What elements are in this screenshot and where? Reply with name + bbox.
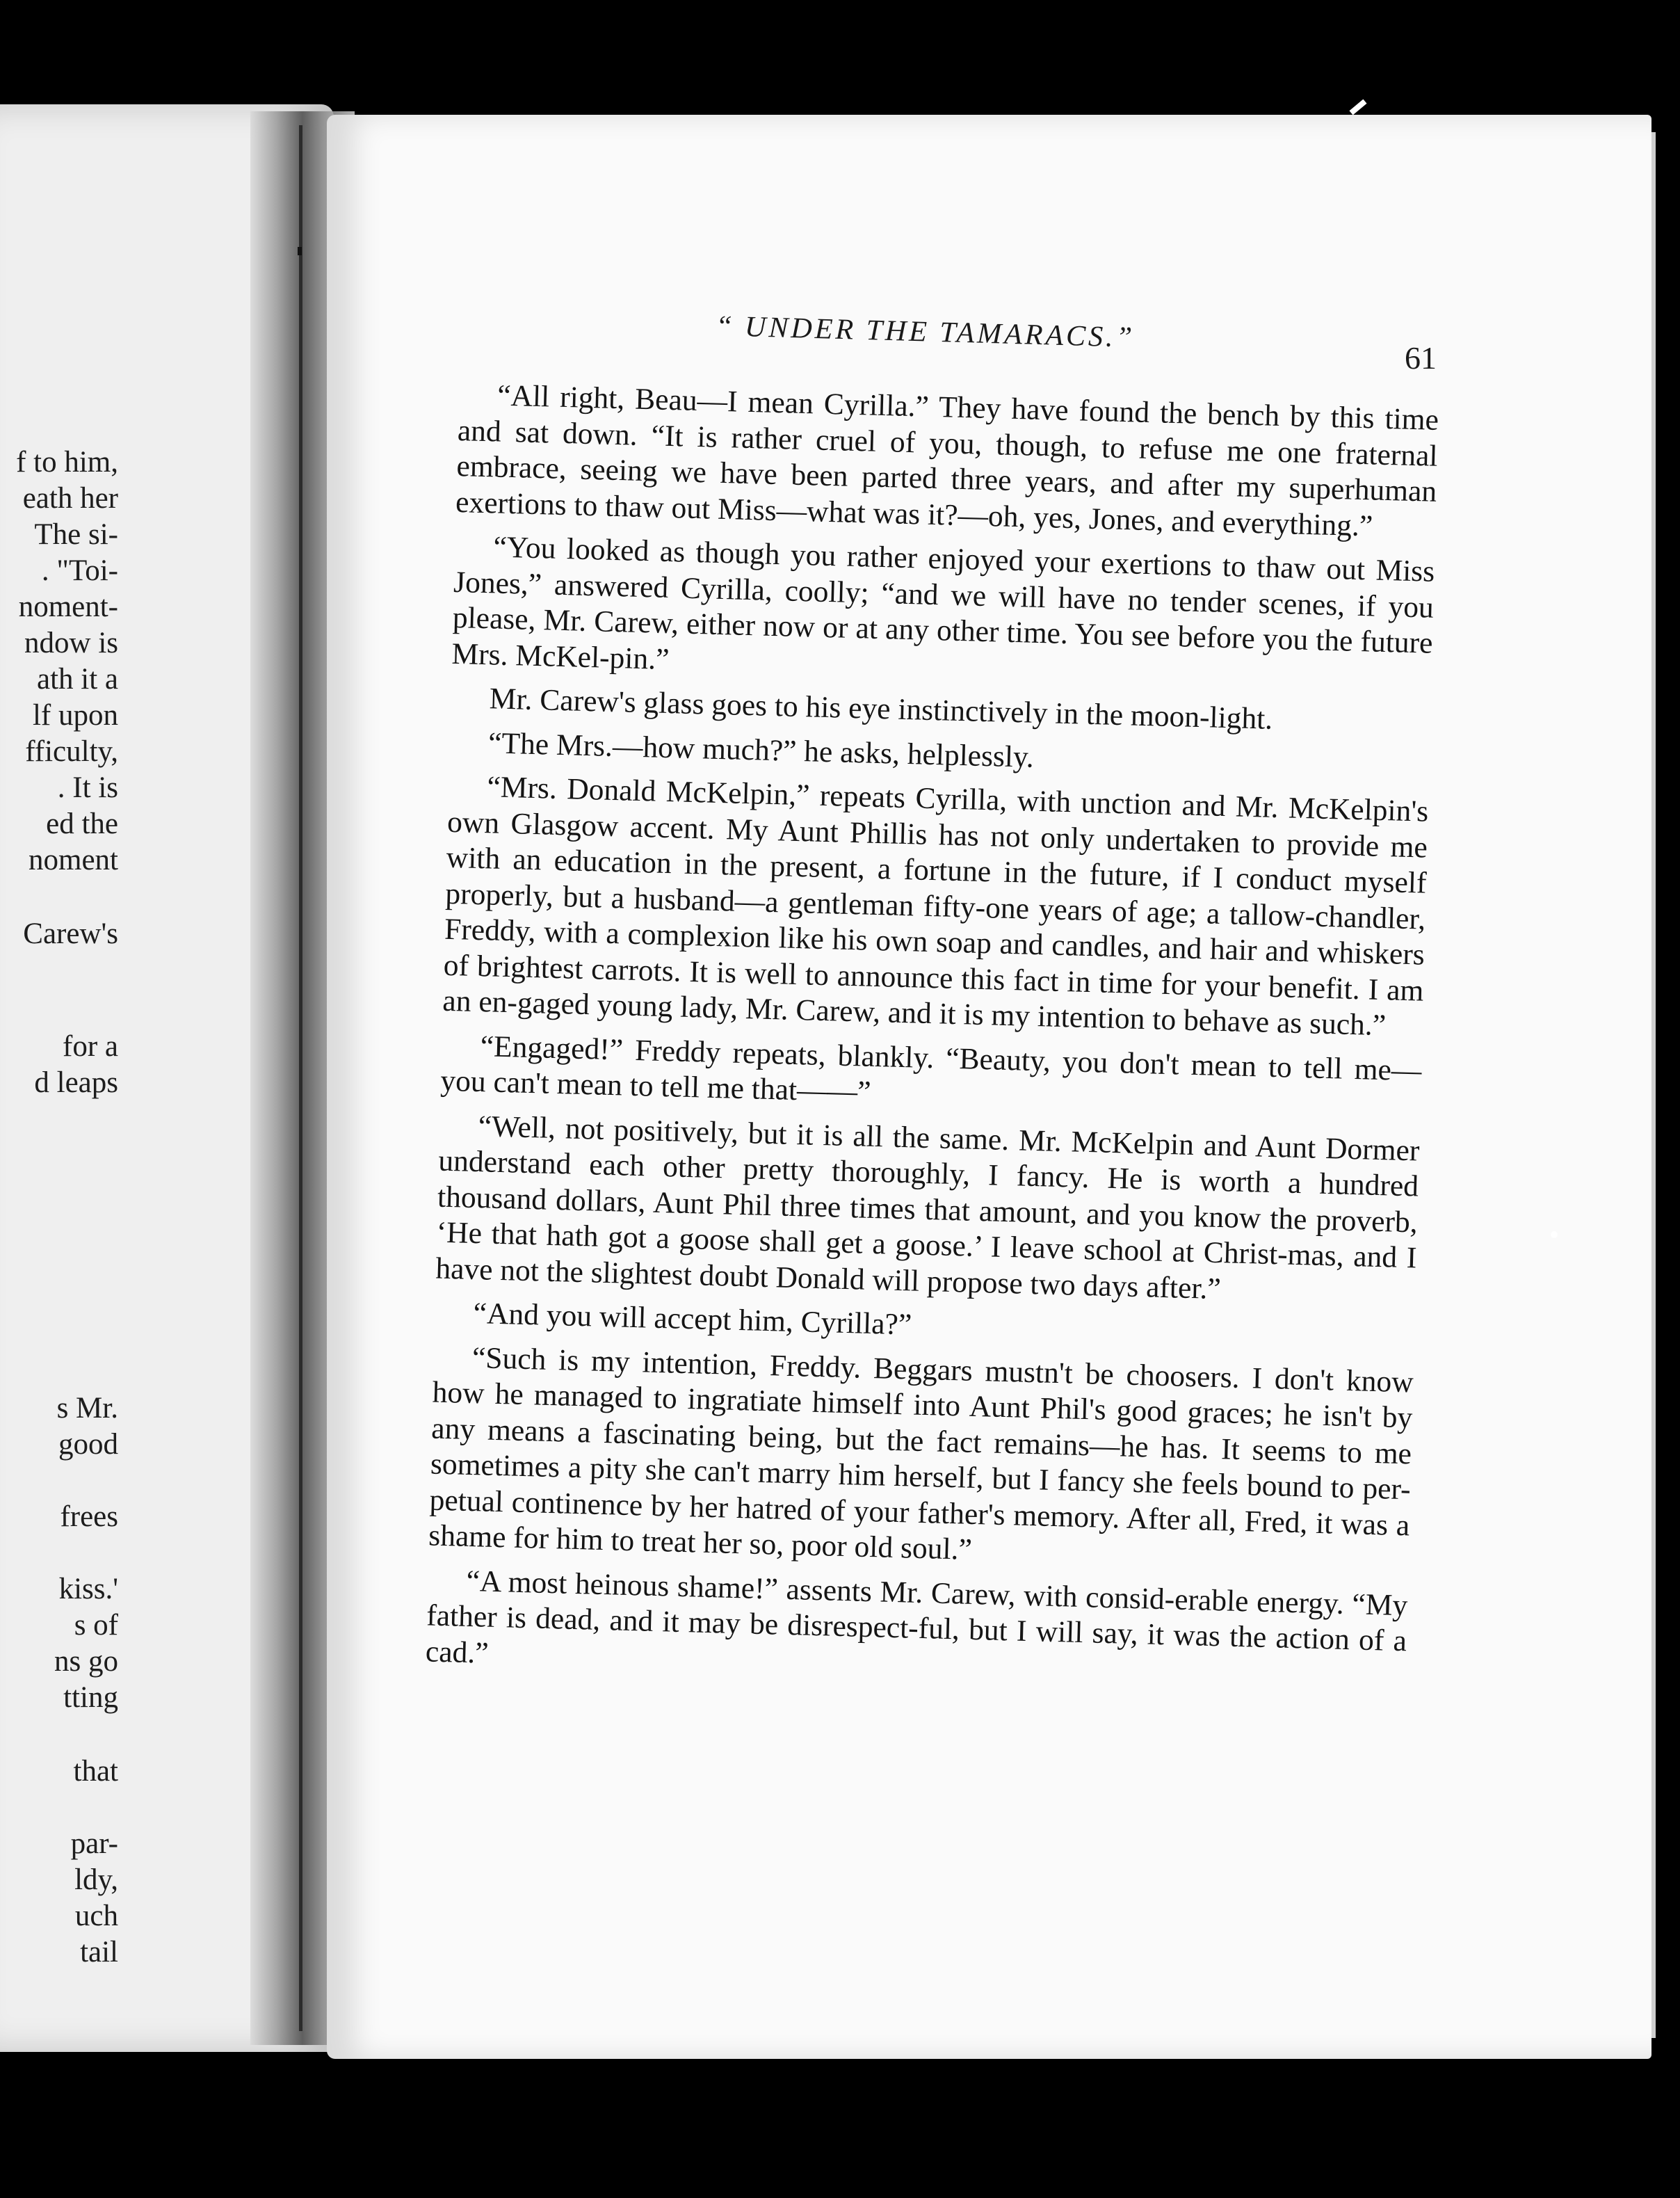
left-line: good: [58, 1428, 118, 1461]
paragraph: “Mrs. Donald McKelpin,” repeats Cyrilla, with unction and Mr. McKelpin's own Glasgow accent. My Aunt Phillis has not only undertaken to provide me with an education in the present, a fortune in the future, if I conduct myself properly, but a husband—a gentleman fifty-one years of age; a tallow-chandler, Freddy, with a complexion like his own soap and candles, and hair and whiskers of brightest carrots. It is well to announce this fact in time for your benefit. I am an en-gaged young lady, Mr. Carew, and it is my intention to behave as such.”: [442, 770, 1429, 1043]
left-line: Carew's: [23, 917, 118, 950]
left-line: ed the: [46, 808, 118, 840]
paragraph: “A most heinous shame!” assents Mr. Carew, with consid-erable energy. “My father is dead, and it may be disrespect-ful, but I will say, it was the action of a cad.”: [425, 1564, 1408, 1670]
left-line: tail: [80, 1936, 118, 1968]
left-line: uch: [74, 1900, 118, 1932]
ink-speck: [298, 247, 302, 255]
left-line: tting: [63, 1681, 118, 1714]
left-line: ldy,: [74, 1863, 118, 1896]
left-line: that: [73, 1755, 118, 1788]
paragraph: “Engaged!” Freddy repeats, blankly. “Beauty, you don't mean to tell me—you can't mean to tell me that——”: [439, 1029, 1423, 1109]
left-line: f to him,: [16, 446, 118, 479]
paragraph: “The Mrs.—how much?” he asks, helplessly.: [487, 725, 1035, 774]
paragraph: “Well, not positively, but it is all the same. Mr. McKelpin and Aunt Dormer understand each other pretty thoroughly, I fancy. He is worth a hundred thousand dollars, Aunt Phil three times that amount, and you know the proverb, ‘He that hath got a goose shall get a goose.’ I leave school at Christ-mas, and I have not the slightest doubt Donald will propose two days after.”: [435, 1109, 1420, 1306]
paragraph: “And you will accept him, Cyrilla?”: [473, 1297, 912, 1342]
paragraph: “Such is my intention, Freddy. Beggars mustn't be choosers. I don't know how he managed to ingratiate himself into Aunt Phil's good graces; he isn't by any means a fascinating being, but the fact remains—he has. It seems to me sometimes a pity she can't marry him herself, but I fancy she feels bound to per-petual continence by her hatred of your father's memory. After all, Fred, it was a shame for him to treat her so, poor old soul.”: [428, 1340, 1414, 1566]
left-line: . It is: [57, 771, 118, 804]
left-line: fficulty,: [25, 735, 118, 768]
left-line: The si-: [34, 518, 118, 551]
paragraph: “You looked as though you rather enjoyed your exertions to thaw out Miss Jones,” answered Cyrilla, coolly; “and we will have no tender scenes, if you please, Mr. Carew, either now or at any other time. You see before you the future Mrs. McKel-pin.”: [451, 530, 1435, 676]
left-line: frees: [60, 1500, 118, 1533]
left-line: s Mr.: [56, 1392, 118, 1425]
left-line: noment: [29, 844, 118, 876]
left-line: . "Toi-: [41, 554, 118, 587]
left-line: par-: [70, 1827, 118, 1860]
spine-shadow: [299, 125, 302, 2031]
ink-speck: [1551, 1231, 1558, 1238]
left-line: ns go: [54, 1645, 118, 1678]
left-line: ndow is: [24, 627, 118, 659]
running-head: “ UNDER THE TAMARACS.”: [715, 310, 1136, 354]
page-number: 61: [1405, 340, 1437, 376]
left-line: lf upon: [32, 699, 118, 732]
left-line: noment-: [18, 591, 118, 623]
left-line: kiss.': [58, 1573, 118, 1605]
page-edge: [1651, 132, 1656, 2038]
ink-speck: [1349, 99, 1366, 115]
left-line: d leaps: [34, 1066, 118, 1099]
body-text: [425, 377, 1439, 1703]
left-line: eath her: [22, 482, 118, 515]
left-line: for a: [63, 1030, 118, 1063]
paragraph: Mr. Carew's glass goes to his eye instinctively in the moon-light.: [489, 682, 1273, 736]
paragraph: “All right, Beau—I mean Cyrilla.” They have found the bench by this time and sat down. “It is rather cruel of you, though, to refuse me one fraternal embrace, seeing we have been parted three years, and after my superhuman exertions to thaw out Miss—what was it?—oh, yes, Jones, and everything.”: [455, 378, 1439, 543]
left-line: s of: [74, 1609, 118, 1642]
left-line: ath it a: [36, 663, 118, 696]
